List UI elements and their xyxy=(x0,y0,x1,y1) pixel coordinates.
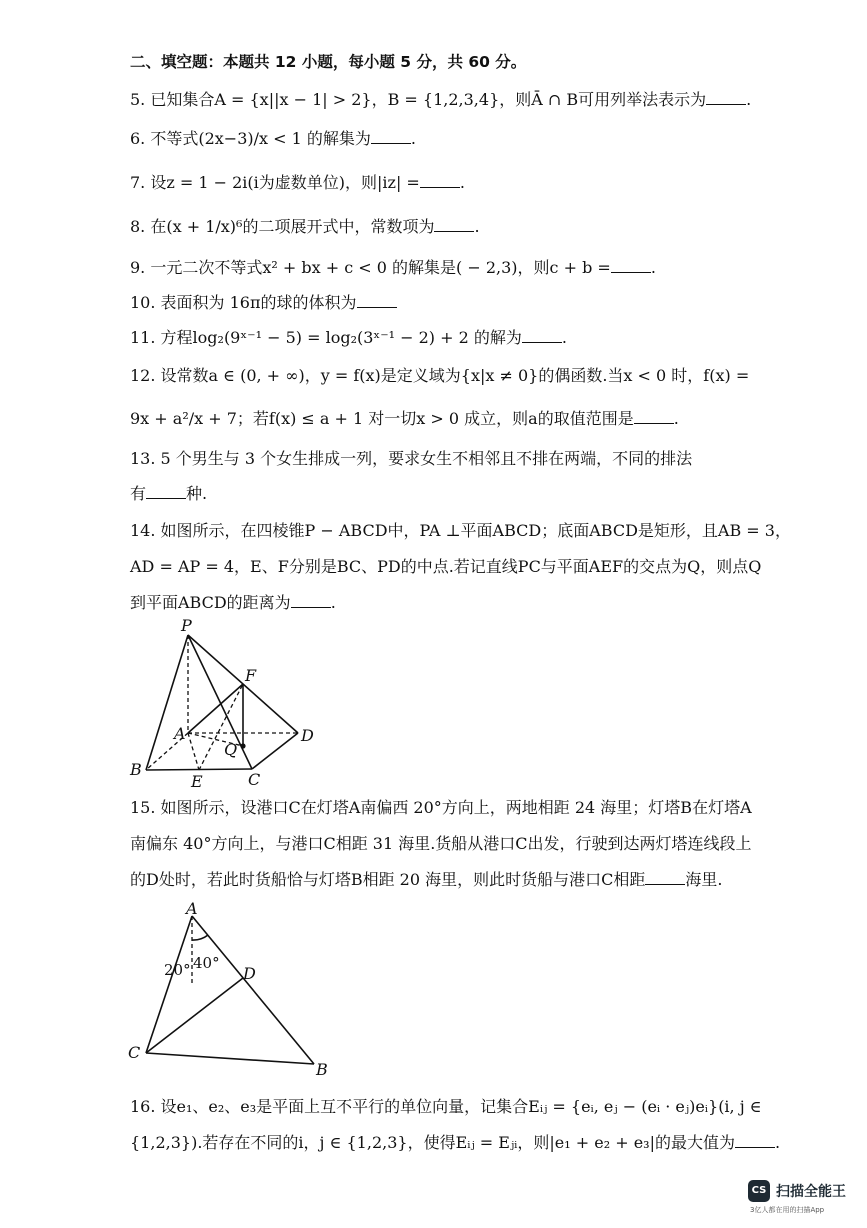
question-12-line2 xyxy=(130,408,827,430)
question-15-line2: 南偏东 40°方向上，与港口C相距 31 海里.货船从港口C出发，行驶到达两灯塔连线段上 xyxy=(130,834,752,853)
label-A: A xyxy=(174,724,186,743)
q12-text: 9x + a²/x + 7；若f(x) ≤ a + 1 对一切x > 0 成立，则a的取值范围是 xyxy=(130,409,634,428)
label-angle-40: 40° xyxy=(193,954,220,972)
q7-end: . xyxy=(459,173,465,192)
lighthouse-figure xyxy=(122,898,342,1083)
q11-text: 11. 方程log₂(9ˣ⁻¹ − 5) = log₂(3ˣ⁻¹ − 2) + 2 的解为 xyxy=(130,328,522,347)
question-15-line3 xyxy=(130,869,827,891)
point-Q xyxy=(240,743,245,748)
q8-text: 8. 在(x + 1/x)⁶的二项展开式中，常数项为 xyxy=(130,217,435,236)
question-9 xyxy=(130,257,827,279)
label-Q: Q xyxy=(224,740,238,759)
question-13-line2 xyxy=(130,483,827,505)
q5-end: . xyxy=(746,90,752,109)
question-14-line1: 14. 如图所示，在四棱锥P − ABCD中，PA ⊥平面ABCD；底面ABCD是矩形，且AB = 3， xyxy=(130,521,791,540)
answer-blank xyxy=(357,293,397,308)
q6-text: 6. 不等式(2x−3)/x < 1 的解集为 xyxy=(130,129,371,148)
cs-logo-icon: CS xyxy=(748,1180,770,1202)
answer-blank xyxy=(146,484,186,499)
q11-end: . xyxy=(561,328,567,347)
answer-blank xyxy=(706,90,746,105)
label-E: E xyxy=(191,772,203,791)
question-12-line1: 12. 设常数a ∈ (0, + ∞)，y = f(x)是定义域为{x|x ≠ 0}的偶函数.当x < 0 时，f(x) = xyxy=(130,366,750,385)
q16-text: {1,2,3}).若存在不同的i，j ∈ {1,2,3}，使得Eᵢⱼ = Eⱼᵢ，则|e₁ + e₂ + e₃|的最大值为 xyxy=(130,1133,735,1152)
answer-blank xyxy=(522,328,562,343)
label-D: D xyxy=(301,726,314,745)
cs-app-name: 扫描全能王 xyxy=(776,1184,846,1200)
question-10 xyxy=(130,292,827,314)
edge-AE xyxy=(188,733,199,770)
question-7 xyxy=(130,172,827,194)
label-A: A xyxy=(186,899,198,918)
pyramid-figure xyxy=(120,615,330,795)
q5-text: 5. 已知集合A = {x||x − 1| > 2}，B = {1,2,3,4}，则Ā ∩ B可用列举法表示为 xyxy=(130,90,707,109)
question-13-line1: 13. 5 个男生与 3 个女生排成一列，要求女生不相邻且不排在两端，不同的排法 xyxy=(130,449,693,468)
label-C: C xyxy=(128,1043,141,1062)
angle-arc-40 xyxy=(192,935,208,940)
label-D: D xyxy=(243,964,256,983)
question-15-line1: 15. 如图所示，设港口C在灯塔A南偏西 20°方向上，两地相距 24 海里；灯塔B在灯塔A xyxy=(130,798,752,817)
answer-blank xyxy=(420,173,460,188)
answer-blank xyxy=(645,870,685,885)
q14-end: . xyxy=(330,593,336,612)
answer-blank xyxy=(634,409,674,424)
q6-end: . xyxy=(410,129,416,148)
label-angle-20: 20° xyxy=(164,961,191,979)
q15-end: 海里. xyxy=(685,870,723,889)
question-14-line3 xyxy=(130,592,827,614)
q16-end: . xyxy=(774,1133,781,1152)
label-B: B xyxy=(130,760,142,779)
q12-end: . xyxy=(673,409,679,428)
question-14-line2: AD = AP = 4，E、F分别是BC、PD的中点.若记直线PC与平面AEF的交点为Q，则点Q xyxy=(130,557,762,576)
segment-AB xyxy=(192,916,314,1064)
label-B: B xyxy=(316,1060,328,1079)
camscanner-watermark xyxy=(748,1178,858,1220)
label-C: C xyxy=(248,770,261,789)
label-F: F xyxy=(245,666,257,685)
question-16-line1: 16. 设e₁、e₂、e₃是平面上互不平行的单位向量，记集合Eᵢⱼ = {eᵢ, eⱼ − (eᵢ · eⱼ)eᵢ}(i, j ∈ xyxy=(130,1097,762,1116)
answer-blank xyxy=(291,593,331,608)
q9-text: 9. 一元二次不等式x² + bx + c < 0 的解集是( − 2,3)，则c + b = xyxy=(130,258,611,277)
segment-CD xyxy=(146,978,243,1053)
cs-app-subtitle: 3亿人都在用的扫描App xyxy=(750,1206,825,1214)
answer-blank xyxy=(611,258,651,273)
q13-end: 种. xyxy=(186,484,208,503)
q10-text: 10. 表面积为 16π的球的体积为 xyxy=(130,293,357,312)
edge-CD xyxy=(252,733,298,769)
answer-blank xyxy=(371,129,411,144)
q15-text: 的D处时，若此时货船恰与灯塔B相距 20 海里，则此时货船与港口C相距 xyxy=(130,870,646,889)
q14-text: 到平面ABCD的距离为 xyxy=(130,593,291,612)
question-8 xyxy=(130,216,827,238)
answer-blank xyxy=(735,1133,775,1148)
q8-end: . xyxy=(474,217,480,236)
question-16-line2 xyxy=(130,1132,827,1154)
segment-CB xyxy=(146,1053,314,1064)
question-6 xyxy=(130,128,827,150)
answer-blank xyxy=(434,217,474,232)
label-P: P xyxy=(181,616,192,635)
q9-end: . xyxy=(650,258,656,277)
section-title: 二、填空题：本题共 12 小题，每小题 5 分，共 60 分。 xyxy=(130,53,527,71)
question-5 xyxy=(130,89,827,111)
q13-text: 有 xyxy=(130,484,147,503)
edge-PB xyxy=(146,635,188,770)
question-11 xyxy=(130,327,827,349)
segment-AC xyxy=(146,916,192,1053)
q7-text: 7. 设z = 1 − 2i(i为虚数单位)，则|iz| = xyxy=(130,173,420,192)
